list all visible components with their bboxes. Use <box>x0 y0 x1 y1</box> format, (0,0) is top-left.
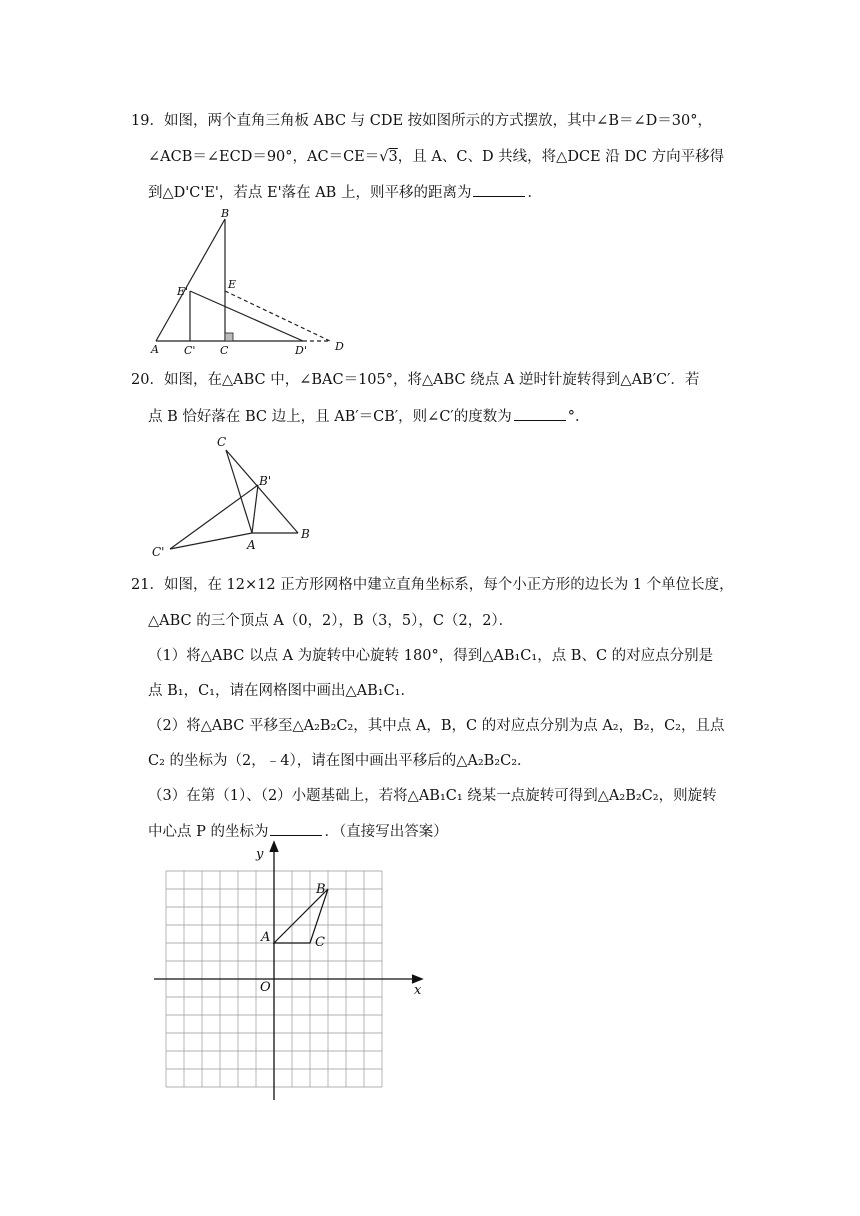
answer-blank[interactable] <box>514 406 566 421</box>
label-y: y <box>256 847 264 862</box>
label-a: A <box>151 343 159 355</box>
segment-ab1 <box>252 485 258 533</box>
q19-line-2-b: ，且 A、C、D 共线，将△DCE 沿 DC 方向平移得 <box>397 149 725 165</box>
q21-part2-line-1: （2）将△ABC 平移至△A₂B₂C₂，其中点 A，B，C 的对应点分别为点 A₂，B₂，C₂，且点 <box>148 718 725 734</box>
q19-line-3-b: ． <box>527 185 542 201</box>
q21-part3-line-1: （3）在第（1）、（2）小题基础上，若将△AB₁C₁ 绕某一点旋转可得到△A₂B₂C₂，则旋转 <box>148 788 717 804</box>
label-e-prime: E' <box>177 285 189 298</box>
label-e: E <box>228 278 237 291</box>
segment-ed-dashed <box>225 291 330 341</box>
q19-line-2 <box>148 147 724 167</box>
q20-line-1: 20．如图，在△ABC 中，∠BAC＝105°，将△ABC 绕点 A 逆时针旋转得到△AB′C′．若 <box>131 372 700 388</box>
q19-line-3 <box>148 182 542 203</box>
label-d: D <box>335 340 344 353</box>
q21-coordinate-grid <box>148 838 438 1106</box>
q20-line-2-b: °． <box>567 409 590 425</box>
label-origin: O <box>260 980 271 995</box>
q21-line-1: 21．如图，在 12×12 正方形网格中建立直角坐标系，每个小正方形的边长为 1 个单位长度， <box>131 577 734 593</box>
right-angle-mark <box>225 333 233 341</box>
label-x: x <box>414 983 422 998</box>
q19-line-2-a: ∠ACB＝∠ECD＝90°，AC＝CE＝ <box>148 149 380 165</box>
label-a: A <box>247 538 256 552</box>
label-c-prime: C' <box>184 344 196 355</box>
label-b: B <box>221 207 230 220</box>
answer-blank[interactable] <box>270 821 322 836</box>
q19-sqrt-value: 3 <box>388 149 398 165</box>
x-axis-arrow-icon <box>412 975 422 983</box>
label-c: C <box>217 435 227 449</box>
q21-line-2: △ABC 的三个顶点 A（0，2），B（3，5），C（2，2）． <box>148 613 514 629</box>
label-b: B <box>301 527 310 541</box>
sqrt-symbol: √ <box>379 149 389 165</box>
label-c: C <box>220 344 229 355</box>
label-b: B <box>316 882 326 897</box>
segment-e1d1 <box>190 291 303 341</box>
q21-part1-line-2: 点 B₁，C₁，请在网格图中画出△AB₁C₁． <box>148 683 415 699</box>
q20-line-2-a: 点 B 恰好落在 BC 边上，且 AB′＝CB′，则∠C′的度数为 <box>148 409 512 425</box>
label-a: A <box>261 930 271 945</box>
label-c-prime: C' <box>152 545 165 559</box>
q21-part2-line-2: C₂ 的坐标为（2，﹣4），请在图中画出平移后的△A₂B₂C₂． <box>148 753 532 769</box>
y-axis-arrow-icon <box>270 842 278 852</box>
segment-c1a <box>170 533 252 549</box>
q21-part3-line-2-a: 中心点 P 的坐标为 <box>148 824 269 840</box>
label-b-prime: B' <box>259 474 272 488</box>
segment-c1b1 <box>170 485 258 549</box>
q20-line-2 <box>148 406 589 427</box>
q19-line-3-a: 到△D'C'E'，若点 E'落在 AB 上，则平移的距离为 <box>148 185 472 201</box>
q19-line-1: 19．如图，两个直角三角板 ABC 与 CDE 按如图所示的方式摆放，其中∠B＝∠D＝30°， <box>131 113 712 129</box>
q20-figure <box>148 432 328 562</box>
q19-figure <box>140 205 360 355</box>
label-d-prime: D' <box>295 344 307 355</box>
q21-part3-line-2-b: ．（直接写出答案） <box>324 824 448 840</box>
label-c: C <box>315 935 325 950</box>
q21-part1-line-1: （1）将△ABC 以点 A 为旋转中心旋转 180°，得到△AB₁C₁，点 B、C 的对应点分别是 <box>148 648 714 664</box>
segment-cb <box>226 450 298 533</box>
answer-blank[interactable] <box>473 182 525 197</box>
